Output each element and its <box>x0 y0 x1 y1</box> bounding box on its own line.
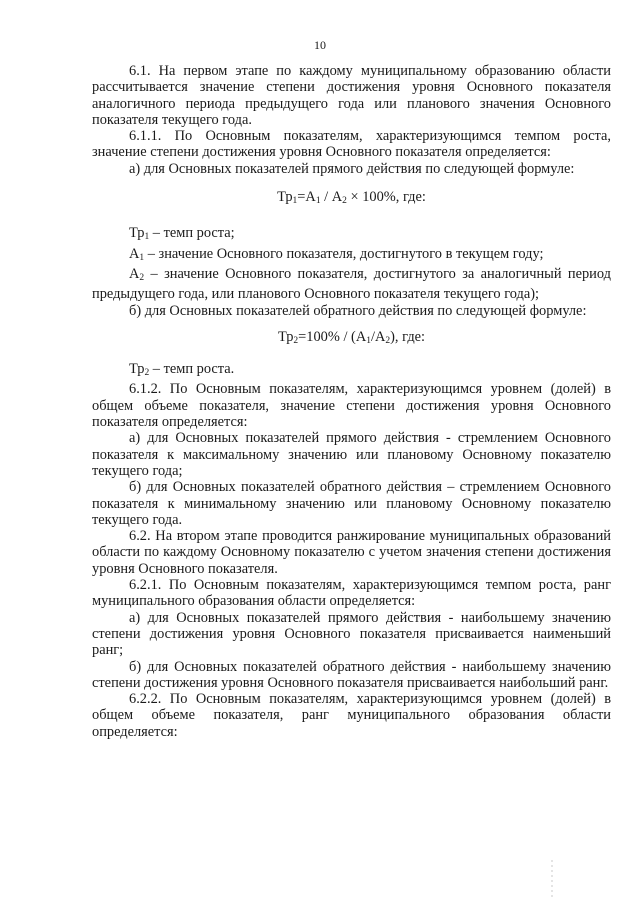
definition-tr1: $Тр_1$ – темп роста; <box>129 225 235 243</box>
scan-artifact <box>546 860 558 900</box>
paragraph-6-1-1: 6.1.1. По Основным показателям, характеризующимся темпом роста, значение степени достижения уровня Основного показателя определяется: <box>92 128 611 161</box>
paragraph-6-2-1-b: б) для Основных показателей обратного действия - наибольшему значению степени достижения уровня Основного показателя присваивается наибольший ранг. <box>92 658 611 691</box>
formula-growth-rate-direct: $Тр_1=А_1 / А_2 \times 100\%$, где: <box>277 189 426 207</box>
page-body <box>92 63 611 740</box>
paragraph-6-2: 6.2. На втором этапе проводится ранжирование муниципальных образований области по каждому Основному показателю с учетом значения степени достижения уровня Основного показателя. <box>92 528 611 577</box>
definition-a1: $А_1$ – значение Основного показателя, достигнутого в текущем году; <box>129 245 544 263</box>
paragraph-6-1-2: 6.1.2. По Основным показателям, характеризующимся уровнем (долей) в общем объеме показателя, значение степени достижения уровня Основного показателя определяется: <box>92 381 611 431</box>
paragraph-6-1-2-b: б) для Основных показателей обратного действия – стремлением Основного показателя к минимальному значению или плановому Основному показателю текущего года. <box>92 479 611 528</box>
definition-a2: $А_2$ – значение Основного показателя, достигнутого за аналогичный период предыдущего года, или планового Основного показателя текущего года); <box>92 265 611 303</box>
paragraph-6-1-2-a: а) для Основных показателей прямого действия - стремлением Основного показателя к максимальному значению или плановому Основному показателю текущего года; <box>92 430 611 479</box>
paragraph-6-2-1: 6.2.1. По Основным показателям, характеризующимся темпом роста, ранг муниципального образования области определяется: <box>92 577 611 610</box>
paragraph-6-1-1-b: б) для Основных показателей обратного действия по следующей формуле: <box>129 302 587 319</box>
paragraph-6-2-2: 6.2.2. По Основным показателям, характеризующимся уровнем (долей) в общем объеме показателя, ранг муниципального образования области определяется: <box>92 691 611 740</box>
paragraph-6-1-1-a: а) для Основных показателей прямого действия по следующей формуле: <box>129 160 575 177</box>
formula-growth-rate-inverse: $Тр_2=100\% / (А_1/А_2)$, где: <box>277 328 426 346</box>
definition-tr2: $Тр_2$ – темп роста. <box>129 361 235 379</box>
paragraph-6-2-1-a: а) для Основных показателей прямого действия - наибольшему значению степени достижения уровня Основного показателя присваивается наименьший ранг; <box>92 609 611 659</box>
page-number: 10 <box>314 38 326 52</box>
paragraph-6-1: 6.1. На первом этапе по каждому муниципальному образованию области рассчитывается значение степени достижения уровня Основного показателя аналогичного периода предыдущего года или планового значения Основного показателя текущего года. <box>92 63 611 128</box>
